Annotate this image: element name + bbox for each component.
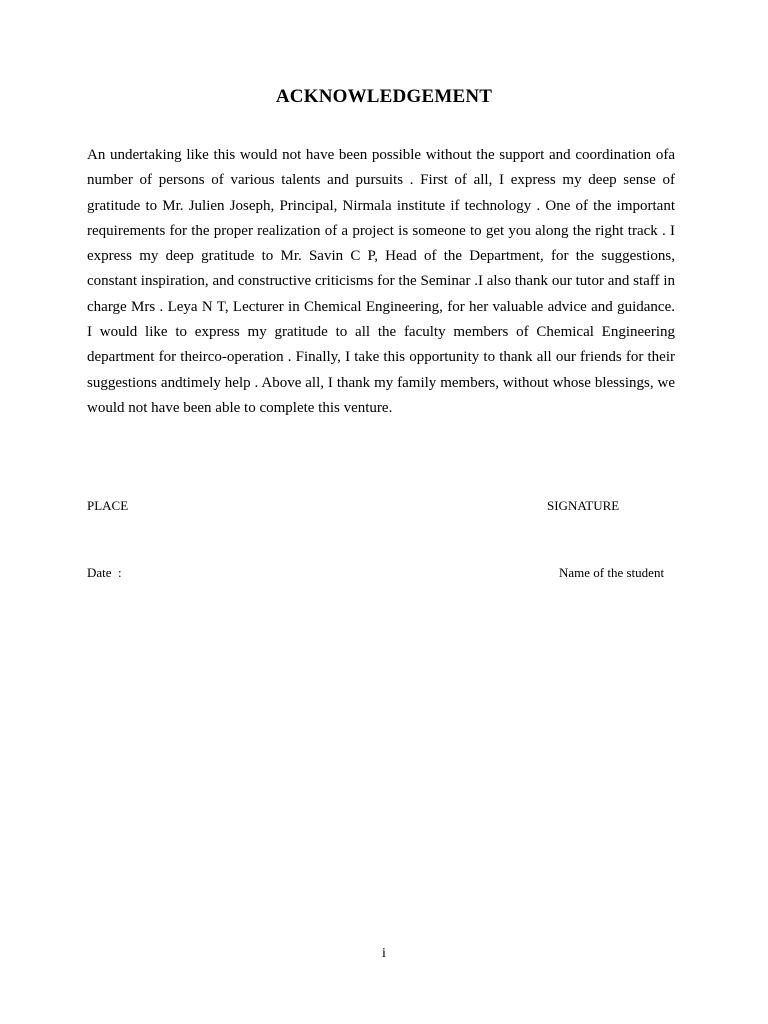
date-label-text: Date : <box>87 565 122 580</box>
page-number: i <box>382 946 386 961</box>
student-name-label: Name of the student <box>559 565 665 580</box>
place-label: PLACE <box>87 498 129 513</box>
page-title: ACKNOWLEDGEMENT <box>275 86 493 107</box>
acknowledgement-paragraph: An undertaking like this would not have been possible without the support and coordination ofa number of persons of various talents and pursuits . First of all, I express my deep sense of gratitude to Mr. Julien Joseph, Principal, Nirmala institute if technology . One of the important requirements for the proper realization of a project is someone to get you along the right track . I express my deep gratitude to Mr. Savin C P, Head of the Department, for the suggestions, constant inspiration, and constructive criticisms for the Seminar .I also thank our tutor and staff in charge Mrs . Leya N T, Lecturer in Chemical Engineering, for her valuable advice and guidance. I would like to express my gratitude to all the faculty members of Chemical Engineering department for theirco-operation . Finally, I take this opportunity to thank all our friends for their suggestions andtimely help . Above all, I thank my family members, without whose blessings, we would not have been able to complete this venture. <box>87 147 675 416</box>
date-label <box>87 565 122 581</box>
signature-label: SIGNATURE <box>547 498 620 513</box>
